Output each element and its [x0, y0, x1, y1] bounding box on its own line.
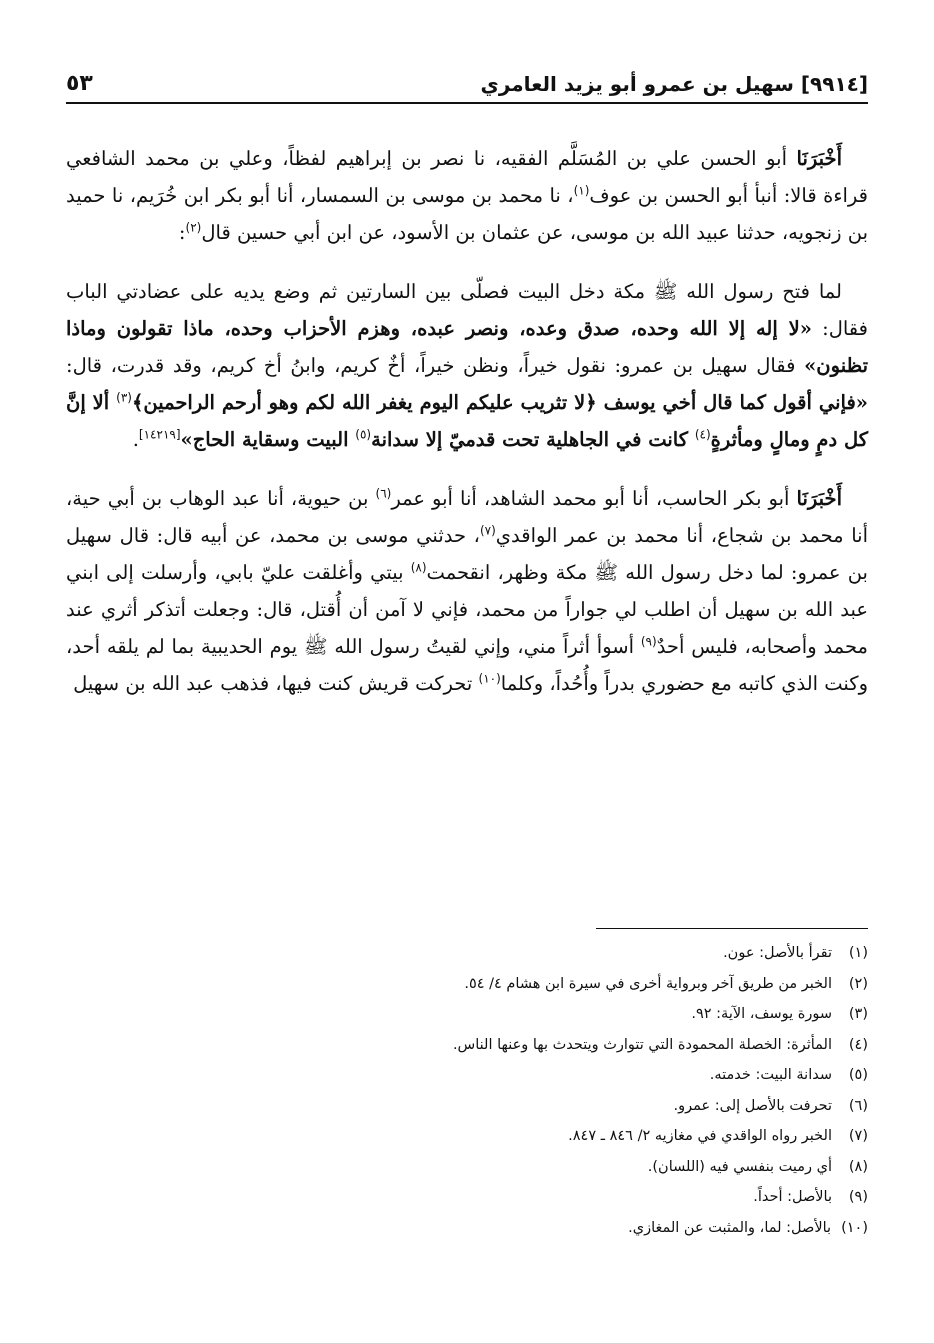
footnote	[66, 1182, 868, 1213]
footnote-text: المأثرة: الخصلة المحمودة التي تتوارث ويتحدث بها وعنها الناس.	[452, 1036, 832, 1053]
paragraph-hadith-1	[66, 273, 868, 458]
footnote-number: (٤)	[848, 1036, 868, 1053]
footnote-text: الخبر من طريق آخر وبرواية أخرى في سيرة ابن هشام ٤/ ٥٤.	[464, 975, 832, 992]
footnote-ref-8: (٨)	[410, 560, 427, 575]
page-header	[66, 64, 868, 104]
footnote-text: تقرأ بالأصل: عون.	[723, 945, 832, 961]
text-segment: لما فتح رسول الله ﷺ مكة دخل البيت فصلّى بين السارتين ثم وضع يديه على عضادتي الباب فقال:	[66, 280, 868, 340]
footnote	[66, 1030, 868, 1061]
footnote	[66, 1213, 868, 1244]
footnote-text: بالأصل: لما، والمثبت عن المغازي.	[628, 1219, 832, 1236]
footnote-number: (٢)	[848, 975, 868, 992]
text-segment: :	[178, 221, 186, 244]
footnote-number: (٨)	[848, 1158, 868, 1175]
footnote-ref-9: (٩)	[640, 634, 657, 649]
running-title: [٩٩١٤] سهيل بن عمرو أبو يزيد العامري	[480, 72, 868, 96]
footnote-text: سورة يوسف، الآية: ٩٢.	[691, 1006, 832, 1022]
bold-quote: كانت في الجاهلية تحت قدميّ إلا سدانة	[371, 428, 695, 451]
text-segment: .	[132, 428, 139, 451]
footnote-number: (٩)	[848, 1189, 868, 1205]
text-segment: بن حيوية، أنا عبد الوهاب بن أبي حية، أنا محمد بن شجاع، أنا محمد بن عمر الواقدي	[66, 487, 869, 547]
page-number: ٥٣	[66, 71, 93, 96]
footnote-ref-5: (٥)	[355, 427, 372, 442]
footnote-text: سدانة البيت: خدمته.	[709, 1067, 832, 1083]
footnote-text: أي رميت بنفسي فيه (اللسان).	[647, 1158, 832, 1175]
text-segment: ، حدثني موسى بن محمد، عن أبيه قال: قال سهيل بن عمرو: لما دخل رسول الله ﷺ مكة وظهر، انقحمت	[66, 524, 868, 584]
akhbarana-keyword: أَخْبَرَنَا	[796, 147, 842, 170]
footnote	[66, 938, 868, 969]
footnote-separator	[596, 928, 868, 929]
footnote-ref-4: (٤)	[694, 427, 711, 442]
text-segment: أبو الحسن علي بن المُسَلَّم الفقيه، نا نصر بن إبراهيم لفظاً، وعلي بن محمد الشافعي قراءة قالا: أنبأ أبو الحسن بن عوف	[66, 147, 868, 207]
text-segment: تحركت قريش كنت فيها، فذهب عبد الله بن سهيل	[73, 672, 479, 695]
bold-quote: «فإني أقول كما قال أخي يوسف ﴿لا تثريب عليكم اليوم يغفر الله لكم وهو أرحم الراحمين﴾	[131, 391, 868, 414]
footnote-ref-10: (١٠)	[478, 671, 501, 686]
akhbarana-keyword: أَخْبَرَنَا	[796, 487, 843, 510]
footnote-number: (٣)	[848, 1006, 868, 1022]
footnote-number: (٧)	[848, 1128, 868, 1144]
paragraph-isnad-1	[66, 140, 868, 251]
footnotes	[66, 938, 868, 1243]
footnote-ref-1: (١)	[573, 183, 590, 198]
text-segment: بيتي وأغلقت عليّ بابي، وأرسلت إلى ابني عبد الله بن سهيل أن اطلب لي جواراً من محمد، فإني لا آمن أن أُقتل، قال: وجعلت أتذكر أثري عند محمد وأصحابه، فليس أحدٌ	[66, 561, 868, 658]
footnote-number: (٥)	[848, 1067, 868, 1083]
bold-quote: «لا إله إلا الله وحده، صدق وعده، ونصر عبده، وهزم الأحزاب وحده، ماذا تقولون وماذا تظنون»	[66, 317, 868, 377]
footnote-number: (٦)	[848, 1097, 868, 1114]
footnote-ref-2: (٢)	[185, 220, 202, 235]
bold-quote: البيت وسقاية الحاج»	[180, 428, 356, 451]
text-segment: أبو بكر الحاسب، أنا أبو محمد الشاهد، أنا أبو عمر	[391, 487, 797, 510]
footnote	[66, 969, 868, 1000]
text-segment: فقال سهيل بن عمرو: نقول خيراً، ونظن خيراً، أخٌ كريم، وابنُ أخ كريم، وقد قدرت، قال:	[66, 354, 805, 377]
hadith-number: [١٤٢١٩]	[138, 427, 181, 442]
text-segment: ، نا محمد بن موسى بن السمسار، أنا أبو بكر ابن خُرَيم، نا حميد بن زنجويه، حدثنا عبيد الله بن موسى، عن عثمان بن الأسود، عن ابن أبي حسين قال	[66, 184, 868, 244]
footnote	[66, 999, 868, 1030]
footnote	[66, 1152, 868, 1183]
footnote-ref-7: (٧)	[479, 523, 496, 538]
footnote-text: بالأصل: أحداً.	[753, 1189, 832, 1205]
footnote-ref-6: (٦)	[375, 486, 392, 501]
footnote	[66, 1121, 868, 1152]
footnote-ref-3: (٣)	[116, 390, 132, 405]
footnote	[66, 1091, 868, 1122]
footnote-text: تحرفت بالأصل إلى: عمرو.	[673, 1097, 832, 1114]
footnote-number: (١)	[848, 945, 868, 961]
footnote-text: الخبر رواه الواقدي في مغازيه ٢/ ٨٤٦ ـ ٨٤٧.	[568, 1128, 832, 1144]
paragraph-isnad-2	[66, 480, 868, 702]
footnote-number: (١٠)	[841, 1219, 868, 1236]
main-text	[66, 140, 868, 724]
bold-quote: ألا إنَّ كل دمٍ ومالٍ ومأثرةٍ	[66, 391, 868, 451]
footnote	[66, 1060, 868, 1091]
text-segment: أسوأ أثراً مني، وإني لقيتُ رسول الله ﷺ يوم الحديبية بما لم يلقه أحد، وكنت الذي كاتبه مع حضوري بدراً وأُحُداً، وكلما	[66, 635, 868, 695]
